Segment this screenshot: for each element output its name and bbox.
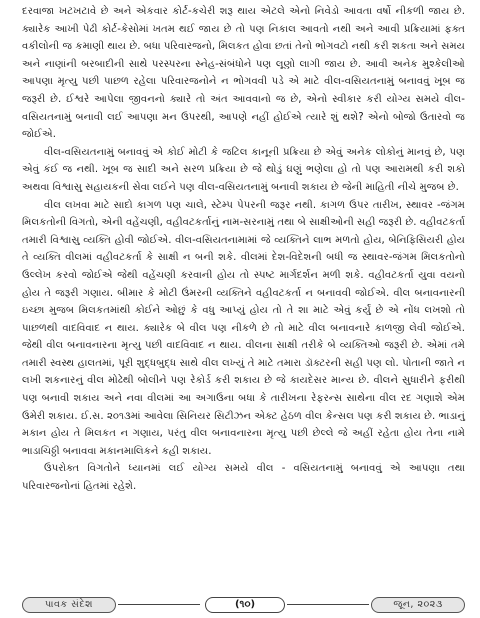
page-footer bbox=[22, 597, 465, 613]
paragraph-1: દરવાજા ખટખટાવે છે અને એકવાર કોર્ટ-કચેરી શરૂ થાય એટલે એનો નિવેડો આવતા વર્ષો નીકળી જાય છે. ક્યારેક આખી પેઢી કોર્ટ-કેસોમાં ખતમ થઈ જાય છે તો પણ નિકાલ આવતો નથી અને આવી પ્રક્રિયામાં ફક્ત વકીલોની જ કમાણી થાય છે. બધા પરિવારજનો, મિલકત હોવા છતાં તેનો ભોગવટો નથી કરી શકતા અને સમય અને નાણાંની બરબાદીની સાથે પરસ્પરના સ્નેહ-સંબંધોને પણ લૂણો લાગી જાય છે. આવી અનેક મુશ્કેલીઓ આપણા મૃત્યુ પછી પાછળ રહેલા પરિવારજનોને ન ભોગવવી પડે એ માટે વીલ-વસિયતનામું બનાવવું ખૂબ જ જરૂરી છે. ઈશ્વરે આપેલા જીવનનો ક્યારે તો અંત આવવાનો જ છે, એનો સ્વીકાર કરી યોગ્ય સમયે વીલ-વસિયતનામું બનાવી લઈ આપણા મન ઉપરથી, આપણે નહીં હોઈએ ત્યારે શું થશે? એનો બોજો ઉતારવો જ જોઈએ. bbox=[22, 6, 465, 141]
article-body bbox=[22, 3, 465, 593]
footer-divider-left bbox=[118, 604, 200, 605]
paragraph-2: વીલ-વસિયતનામું બનાવવું એ કોઈ મોટી કે જટિલ કાનૂની પ્રક્રિયા છે એવું અનેક લોકોનું માનવું છે, પણ એવું કંઈ જ નથી. ખૂબ જ સાદી અને સરળ પ્રક્રિયા છે જે થોડું ઘણું ભણેલા હો તો પણ આરામથી કરી શકો અથવા વિશ્વાસુ સહાયકની સેવા લઈને પણ વીલ-વસિયતનામું બનાવી શકાય છે જેની માહિતી નીચે મુજબ છે. bbox=[22, 146, 465, 193]
issue-date-label: જૂન, ૨૦૨૩ bbox=[371, 597, 465, 613]
paragraph-4: ઉપરોક્ત વિગતોને ધ્યાનમાં લઈ યોગ્ય સમયે વીલ - વસિયતનામું બનાવવું એ આપણા તથા પરિવારજનોનાં હિતમાં રહેશે. bbox=[22, 463, 465, 493]
page-number: (૧૦) bbox=[205, 597, 285, 613]
paragraph-3: વીલ લખવા માટે સાદો કાગળ પણ ચાલે, સ્ટેમ્પ પેપરની જરૂર નથી. કાગળ ઉપર તારીખ, સ્થાવર -જંગમ મિલકતોની વિગતો, એની વહેંચણી, વહીવટકર્તાનું નામ-સરનામું તથા બે સાક્ષીઓની સહી જરૂરી છે. વહીવટકર્તા તમારી વિશ્વાસુ વ્યક્તિ હોવી જોઈએ. વીલ-વસિયતનામામાં જે વ્યક્તિને લાભ મળતો હોય, બેનિફિસિયરી હોય તે વ્યક્તિ વીલમાં વહીવટકર્તા કે સાક્ષી ન બની શકે. વીલમાં દેશ-વિદેશની બધી જ સ્થાવર-જંગમ મિલકતોનો ઉલ્લેખ કરવો જોઈએ જેથી વહેંચણી કરવાની હોય તો સ્પષ્ટ માર્ગદર્શન મળી શકે. વહીવટકર્તા યુવા વયનો હોય તે જરૂરી ગણાય. બીમાર કે મોટી ઉંમરની વ્યક્તિને વહીવટકર્તા ન બનાવવી જોઈએ. વીલ બનાવનારની ઇચ્છા મુજબ મિલકતમાંથી કોઈને ઓછું કે વધુ આપ્યું હોય તો તે શા માટે એવું કર્યું છે એ નોંધ લખશો તો પાછળથી વાદવિવાદ ન થાય. ક્યારેક બે વીલ પણ નીકળે છે તો માટે વીલ બનાવનારે કાળજી લેવી જોઈએ. જેથી વીલ બનાવનારના મૃત્યુ પછી વાદવિવાદ ન થાય. વીલના સાક્ષી તરીકે બે વ્યક્તિઓ જરૂરી છે. એમાં તમે તમારી સ્વસ્થ હાલતમાં, પૂરી શુદ્ધબુદ્ધ સાથે વીલ લખ્યું તે માટે તમારા ડૉક્ટરની સહી પણ લો. પોતાની જાતે ન લખી શકનારનું વીલ મોઢેથી બોલીને પણ રેકોર્ડ કરી શકાય છે જે કાયદેસર માન્ય છે. વીલને સુધારીને ફરીથી પણ બનાવી શકાય અને નવા વીલમાં આ અગાઉના બધા કે તારીખના રેફરન્સ સાથેના વીલ રદ ગણાશે એમ ઉમેરી શકાય. ઈ.સ. ૨૦૧૩માં આવેલા સિનિયર સિટીઝન એક્ટ હેઠળ વીલ કેન્સલ પણ કરી શકાય છે. ભાડાનું મકાન હોય તે મિલકત ન ગણાય, પરંતુ વીલ બનાવનારના મૃત્યુ પછી છેલ્લે જે અહીં રહેતા હોય તેના નામે ભાડાચિઠ્ઠી બનાવવા મકાનમાલિકને કહી શકાય. bbox=[22, 199, 465, 457]
magazine-name-label: પાવક સંદેશ bbox=[22, 597, 116, 613]
footer-divider-right bbox=[287, 604, 369, 605]
